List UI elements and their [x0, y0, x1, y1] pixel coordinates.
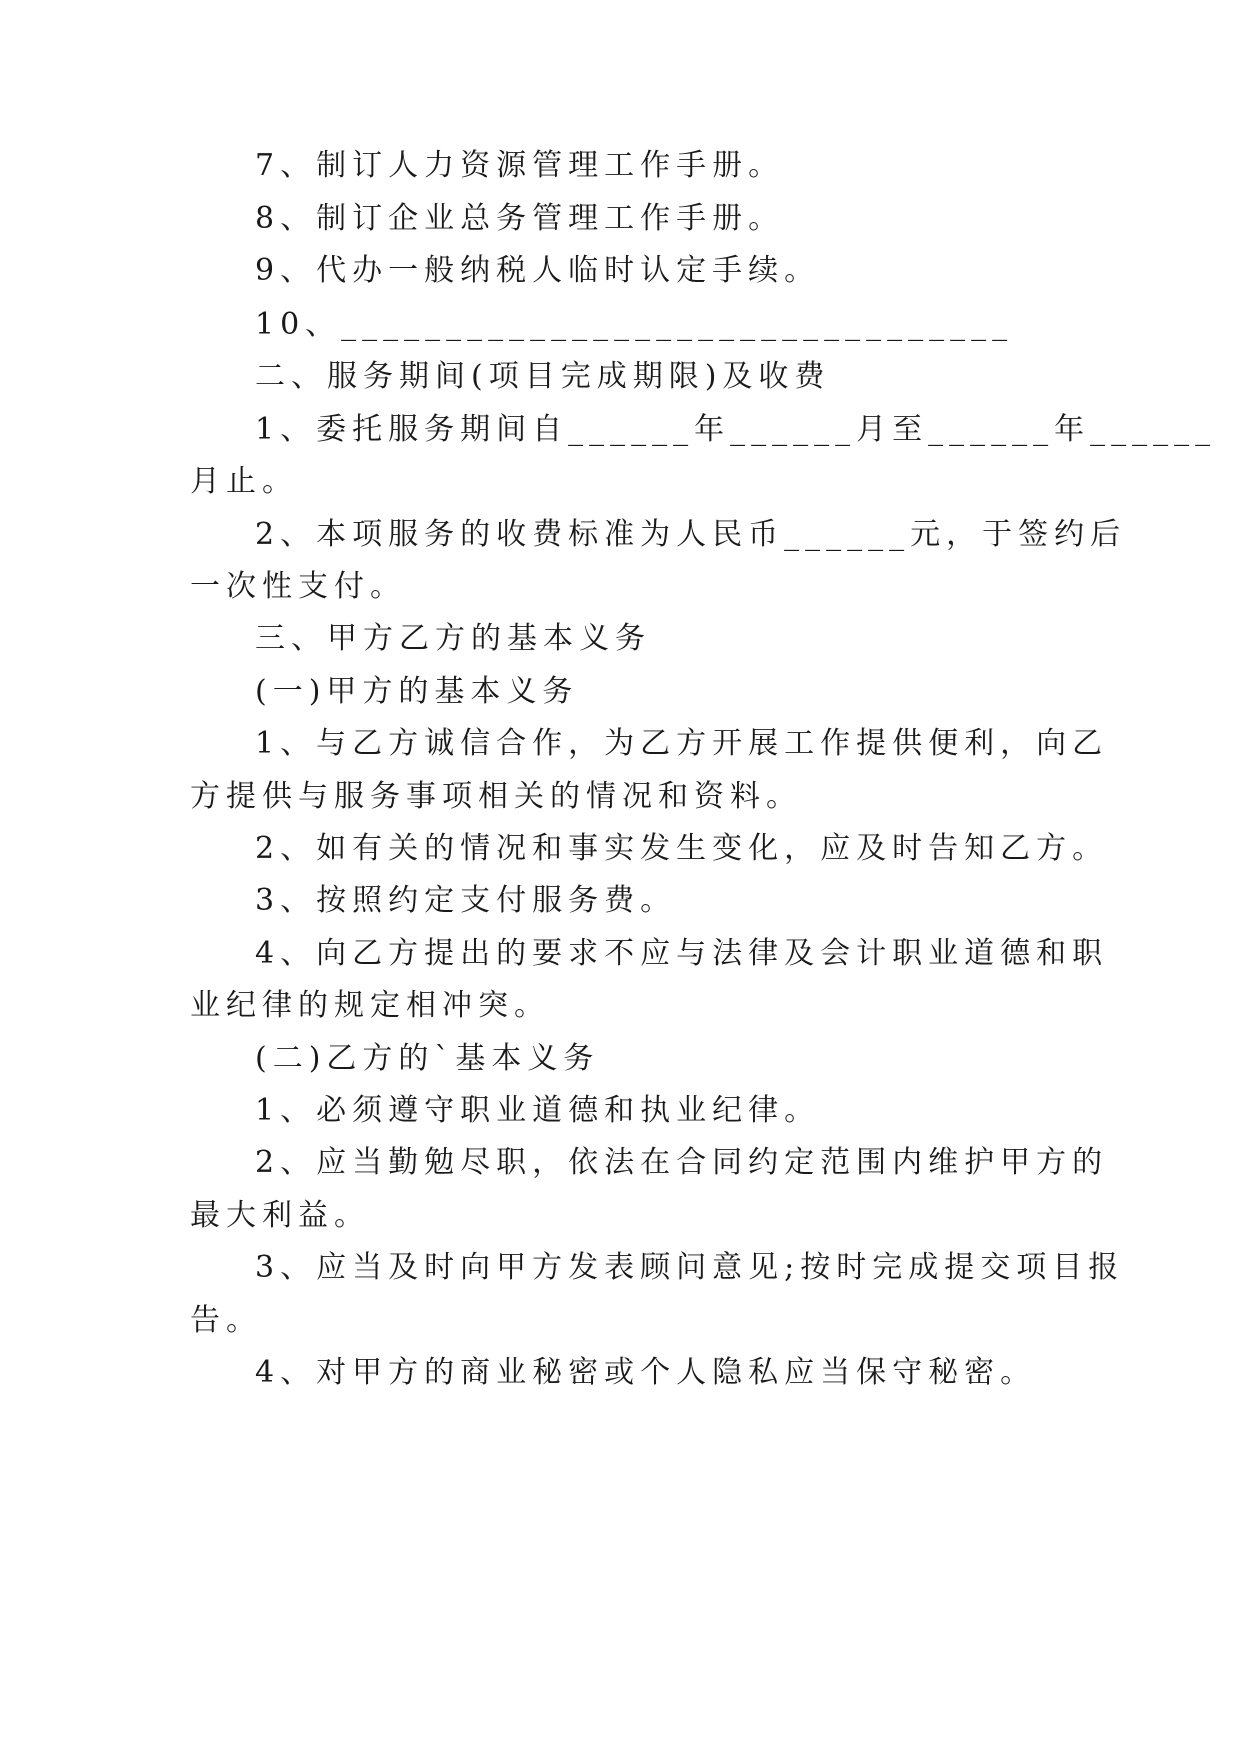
text-line: 1、与乙方诚信合作，为乙方开展工作提供便利，向乙 [255, 726, 1109, 761]
subsection-heading: (二)乙方的`基本义务 [255, 1041, 600, 1076]
text-line: 1、委托服务期间自______年______月至______年______ [255, 412, 1217, 447]
text-line: 最大利益。 [190, 1198, 370, 1233]
text-line: 告。 [190, 1303, 262, 1338]
text-line: 2、应当勤勉尽职，依法在合同约定范围内维护甲方的 [255, 1145, 1109, 1180]
section-heading: 二、服务期间(项目完成期限)及收费 [255, 359, 831, 394]
text-line: 10、________________________________ [255, 307, 1014, 342]
subsection-heading: (一)甲方的基本义务 [255, 674, 579, 709]
text-line: 3、按照约定支付服务费。 [255, 883, 677, 918]
text-line: 一次性支付。 [190, 569, 406, 604]
text-line: 业纪律的规定相冲突。 [190, 988, 550, 1023]
text-line: 3、应当及时向甲方发表顾问意见;按时完成提交项目报 [255, 1250, 1125, 1285]
text-line: 1、必须遵守职业道德和执业纪律。 [255, 1093, 821, 1128]
text-line: 8、制订企业总务管理工作手册。 [255, 201, 785, 236]
text-line: 方提供与服务事项相关的情况和资料。 [190, 779, 802, 814]
text-line: 2、本项服务的收费标准为人民币______元，于签约后 [255, 517, 1127, 552]
section-heading: 三、甲方乙方的基本义务 [255, 621, 651, 656]
text-line: 月止。 [190, 464, 298, 499]
text-line: 4、向乙方提出的要求不应与法律及会计职业道德和职 [255, 936, 1109, 971]
text-line: 4、对甲方的商业秘密或个人隐私应当保守秘密。 [255, 1355, 1037, 1390]
text-line: 7、制订人力资源管理工作手册。 [255, 148, 785, 183]
text-line: 9、代办一般纳税人临时认定手续。 [255, 253, 821, 288]
text-line: 2、如有关的情况和事实发生变化，应及时告知乙方。 [255, 831, 1109, 866]
